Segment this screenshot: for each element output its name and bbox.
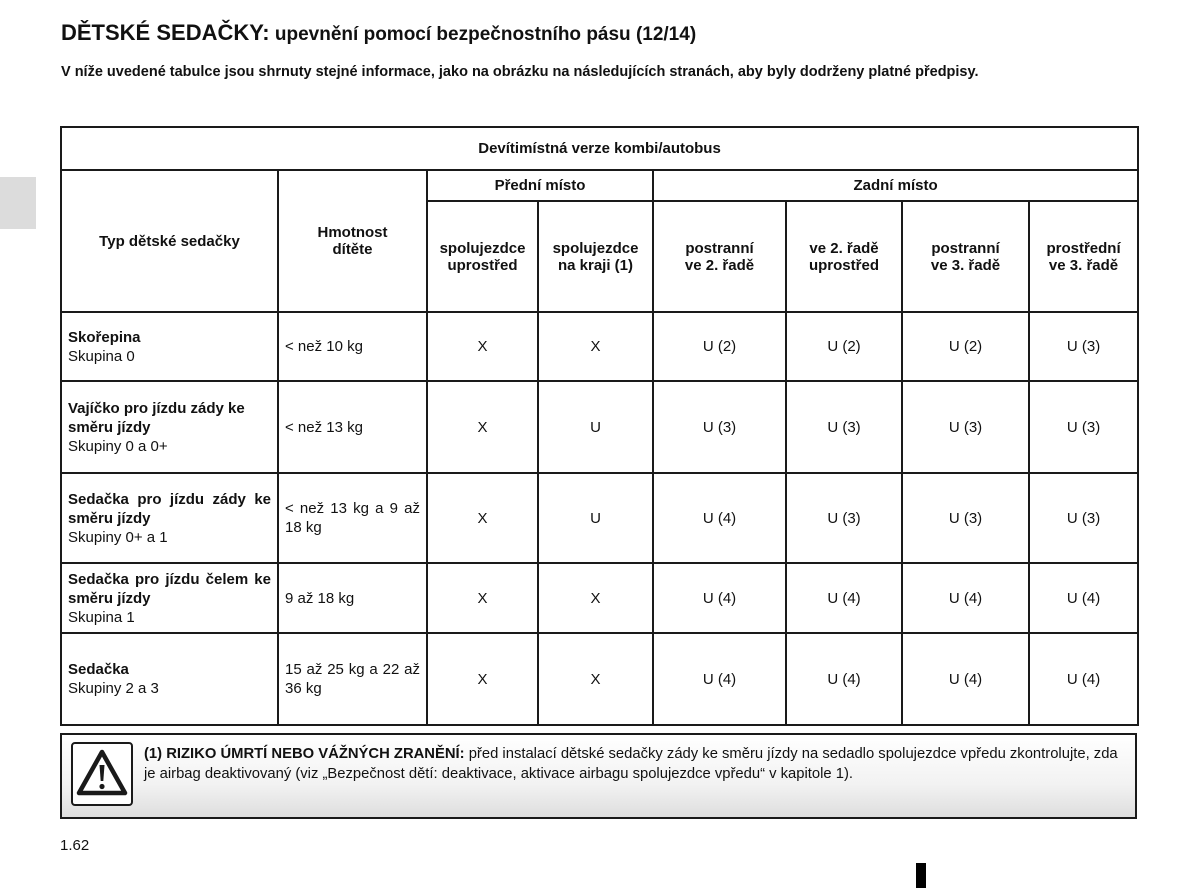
col-header-weight: [278, 170, 427, 312]
value-cell: U (3): [786, 473, 902, 563]
col-header-row2-middle: [786, 201, 902, 312]
seat-type-name: Vajíčko pro jízdu zády ke směru jízdy: [68, 399, 245, 436]
value-cell: X: [427, 381, 538, 473]
table-caption: Devítimístná verze kombi/autobus: [61, 127, 1138, 170]
value-cell: U (3): [902, 473, 1029, 563]
seat-type-name: Sedačka pro jízdu zády ke směru jízdy: [68, 490, 271, 527]
value-cell: U (3): [1029, 381, 1138, 473]
seat-type-cell: [61, 312, 278, 381]
table-row: [61, 381, 1138, 473]
weight-text: 15 až 25 kg a 22 až 36 kg: [285, 661, 420, 697]
value-cell: U (3): [902, 381, 1029, 473]
value-cell: X: [538, 312, 653, 381]
page-number: 1.62: [60, 837, 90, 854]
table-group-header-row: [61, 170, 1138, 201]
child-seat-table: [60, 126, 1139, 726]
weight-cell: < než 10 kg: [278, 312, 427, 381]
weight-header-line1: Hmotnost: [317, 224, 388, 241]
seat-type-name: Sedačka: [68, 661, 129, 678]
col-header-line2: ve 2. řadě: [684, 256, 755, 274]
col-header-row2-side: [653, 201, 786, 312]
table-row: [61, 473, 1138, 563]
col-header-line1: prostřední: [1046, 239, 1121, 257]
value-cell: X: [427, 633, 538, 725]
col-header-row3-side: [902, 201, 1029, 312]
warning-body: před instalací dětské sedačky zády ke směru jízdy na sedadlo spolujezdce vpředu zkontrolujte, zda je airbag deaktivovaný (viz „Bezpečnost dětí: deaktivace, aktivace airbagu spolujezdce vpředu“ v kapitole 1).: [144, 746, 1118, 782]
col-header-line2: na kraji (1): [557, 256, 634, 274]
col-header-line2: uprostřed: [447, 256, 518, 274]
seat-type-cell: [61, 381, 278, 473]
col-header-line2: ve 3. řadě: [930, 256, 1001, 274]
weight-cell: [278, 633, 427, 725]
value-cell: U (3): [1029, 312, 1138, 381]
col-header-front-side: [538, 201, 653, 312]
value-cell: X: [538, 633, 653, 725]
weight-cell: < než 13 kg: [278, 381, 427, 473]
value-cell: U (2): [902, 312, 1029, 381]
value-cell: U (2): [653, 312, 786, 381]
col-header-line1: spolujezdce: [439, 239, 526, 257]
value-cell: U: [538, 473, 653, 563]
value-cell: U (3): [653, 381, 786, 473]
seat-type-name: Sedačka pro jízdu čelem ke směru jízdy: [68, 570, 271, 607]
value-cell: U (3): [1029, 473, 1138, 563]
table-caption-row: [61, 127, 1138, 170]
warning-box: [60, 733, 1137, 819]
margin-mark: [916, 863, 926, 888]
group-header-rear: Zadní místo: [653, 170, 1138, 201]
page-title: [61, 20, 696, 46]
warning-triangle-icon: [71, 742, 133, 806]
value-cell: U (4): [1029, 633, 1138, 725]
value-cell: U (4): [653, 473, 786, 563]
weight-cell: 9 až 18 kg: [278, 563, 427, 633]
table-row: [61, 312, 1138, 381]
seat-type-group: Skupiny 0+ a 1: [68, 528, 168, 546]
weight-text: < než 13 kg a 9 až 18 kg: [285, 500, 420, 536]
value-cell: X: [427, 473, 538, 563]
weight-header-line2: dítěte: [332, 241, 373, 258]
col-header-front-middle: [427, 201, 538, 312]
col-header-line2: ve 3. řadě: [1048, 256, 1119, 274]
col-header-line2: uprostřed: [808, 256, 879, 274]
title-sub: upevnění pomocí bezpečnostního pásu (12/14): [269, 24, 697, 45]
seat-type-group: Skupina 1: [68, 608, 135, 626]
value-cell: U (4): [786, 633, 902, 725]
group-header-front: Přední místo: [427, 170, 653, 201]
intro-text: V níže uvedené tabulce jsou shrnuty stejné informace, jako na obrázku na následujících stranách, aby byly dodrženy platné předpisy.: [61, 64, 979, 80]
value-cell: U (4): [786, 563, 902, 633]
col-header-line1: ve 2. řadě: [809, 239, 879, 257]
seat-type-group: Skupiny 0 a 0+: [68, 437, 168, 455]
value-cell: U: [538, 381, 653, 473]
table-row: [61, 633, 1138, 725]
value-cell: U (4): [902, 633, 1029, 725]
value-cell: U (4): [653, 563, 786, 633]
col-header-line1: spolujezdce: [552, 239, 639, 257]
value-cell: X: [427, 563, 538, 633]
seat-type-cell: [61, 473, 278, 563]
seat-type-group: Skupina 0: [68, 347, 135, 365]
col-header-line1: postranní: [931, 239, 1000, 257]
weight-cell: [278, 473, 427, 563]
warning-text: [144, 744, 1129, 784]
value-cell: U (4): [902, 563, 1029, 633]
value-cell: X: [538, 563, 653, 633]
value-cell: U (3): [786, 381, 902, 473]
chapter-tab: [0, 177, 36, 229]
seat-type-name: Skořepina: [68, 328, 141, 346]
value-cell: U (4): [653, 633, 786, 725]
col-header-seat-type: Typ dětské sedačky: [61, 170, 278, 312]
warning-heading: (1) RIZIKO ÚMRTÍ NEBO VÁŽNÝCH ZRANĚNÍ:: [144, 746, 465, 762]
col-header-row3-middle: [1029, 201, 1138, 312]
value-cell: U (2): [786, 312, 902, 381]
seat-type-cell: [61, 563, 278, 633]
value-cell: X: [427, 312, 538, 381]
title-main: DĚTSKÉ SEDAČKY:: [61, 20, 270, 45]
value-cell: U (4): [1029, 563, 1138, 633]
seat-type-cell: [61, 633, 278, 725]
table-row: [61, 563, 1138, 633]
seat-type-group: Skupiny 2 a 3: [68, 680, 159, 697]
col-header-line1: postranní: [685, 239, 754, 257]
